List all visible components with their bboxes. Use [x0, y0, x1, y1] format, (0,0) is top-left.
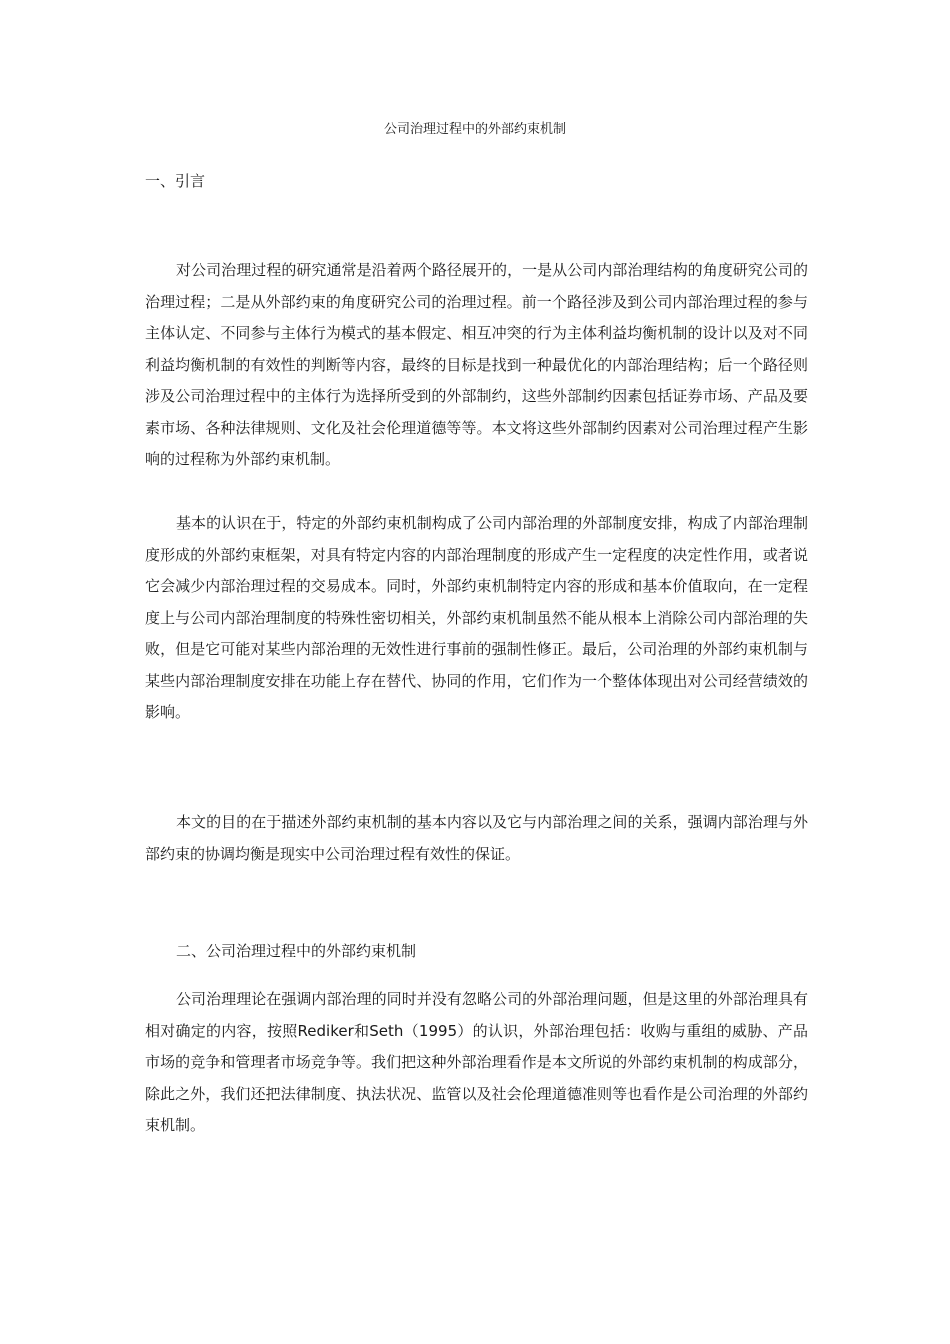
- section-heading-introduction: 一、引言: [145, 172, 206, 190]
- paragraph-intro-2: 基本的认识在于，特定的外部约束机制构成了公司内部治理的外部制度安排，构成了内部治理制度形成的外部约束框架，对具有特定内容的内部治理制度的形成产生一定程度的决定性作用，或者说它会减少内部治理过程的交易成本。同时，外部约束机制特定内容的形成和基本价值取向，在一定程度上与公司内部治理制度的特殊性密切相关，外部约束机制虽然不能从根本上消除公司内部治理的失败，但是它可能对某些内部治理的无效性进行事前的强制性修正。最后，公司治理的外部约束机制与某些内部治理制度安排在功能上存在替代、协同的作用，它们作为一个整体体现出对公司经营绩效的影响。: [145, 514, 808, 721]
- paragraph-intro-1: 对公司治理过程的研究通常是沿着两个路径展开的，一是从公司内部治理结构的角度研究公司的治理过程；二是从外部约束的角度研究公司的治理过程。前一个路径涉及到公司内部治理过程的参与主体认定、不同参与主体行为模式的基本假定、相互冲突的行为主体利益均衡机制的设计以及对不同利益均衡机制的有效性的判断等内容，最终的目标是找到一种最优化的内部治理结构；后一个路径则涉及公司治理过程中的主体行为选择所受到的外部制约，这些外部制约因素包括证券市场、产品及要素市场、各种法律规则、文化及社会伦理道德等等。本文将这些外部制约因素对公司治理过程产生影响的过程称为外部约束机制。: [145, 261, 808, 468]
- section-heading-external-constraints: 二、公司治理过程中的外部约束机制: [176, 942, 417, 960]
- document-title: 公司治理过程中的外部约束机制: [383, 122, 566, 137]
- paragraph-intro-3: 本文的目的在于描述外部约束机制的基本内容以及它与内部治理之间的关系，强调内部治理与外部约束的协调均衡是现实中公司治理过程有效性的保证。: [145, 813, 808, 863]
- paragraph-section2-1: 公司治理理论在强调内部治理的同时并没有忽略公司的外部治理问题，但是这里的外部治理具有相对确定的内容，按照Rediker和Seth（1995）的认识，外部治理包括：收购与重组的威胁、产品市场的竞争和管理者市场竞争等。我们把这种外部治理看作是本文所说的外部约束机制的构成部分，除此之外，我们还把法律制度、执法状况、监管以及社会伦理道德准则等也看作是公司治理的外部约束机制。: [145, 990, 808, 1134]
